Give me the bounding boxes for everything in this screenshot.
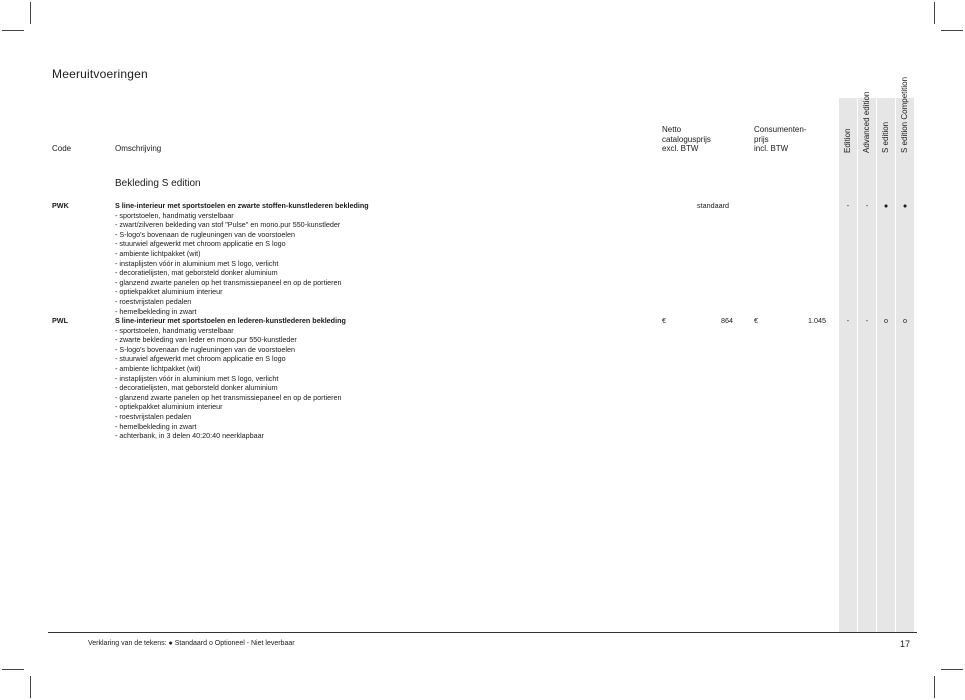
edition-column-bg <box>877 98 895 632</box>
header-advanced-edition: Advanced edition <box>862 91 871 153</box>
row-line: - decoratielijsten, mat geborsteld donker aluminium <box>115 383 278 393</box>
crop-mark <box>941 669 963 670</box>
row-line: - instaplijsten vóór in aluminium met S logo, verlicht <box>115 258 279 268</box>
availability-mark: - <box>846 201 850 210</box>
footer-legend: Verklaring van de tekens: ● Standaard o Optioneel - Niet leverbaar <box>88 640 295 647</box>
header-description: Omschrijving <box>115 144 162 153</box>
currency-symbol: € <box>754 316 758 325</box>
row-line: - ambiente lichtpakket (wit) <box>115 363 201 373</box>
row-line: - glanzend zwarte panelen op het transmissiepaneel en op de portieren <box>115 392 342 402</box>
row-code: PWL <box>52 316 68 325</box>
availability-mark: - <box>846 316 850 325</box>
availability-mark: o <box>884 316 888 325</box>
row-line: - ambiente lichtpakket (wit) <box>115 248 201 258</box>
edition-column-bg <box>839 98 857 632</box>
edition-column-bg <box>896 98 914 632</box>
row-line: - optiekpakket aluminium interieur <box>115 287 223 297</box>
row-line: - glanzend zwarte panelen op het transmissiepaneel en op de portieren <box>115 277 342 287</box>
header-consumer: Consumenten- prijs incl. BTW <box>754 125 807 153</box>
crop-mark <box>2 30 24 31</box>
footer-divider <box>48 632 917 633</box>
row-line: - S-logo's bovenaan de rugleuningen van de voorstoelen <box>115 229 295 239</box>
row-line: - achterbank, in 3 delen 40:20:40 neerklapbaar <box>115 431 265 441</box>
row-line: - zwarte bekleding van leder en mono.pur 550-kunstleder <box>115 335 297 345</box>
availability-mark: ● <box>883 201 889 210</box>
crop-mark <box>934 676 935 698</box>
currency-symbol: € <box>662 316 666 325</box>
netto-price: standaard <box>697 201 729 210</box>
availability-mark: o <box>903 316 907 325</box>
crop-mark <box>934 2 935 24</box>
row-line: - sportstoelen, handmatig verstelbaar <box>115 210 234 220</box>
crop-mark <box>941 30 963 31</box>
consumer-price: 1.045 <box>808 316 826 325</box>
header-netto: Netto catalogusprijs excl. BTW <box>662 125 711 153</box>
crop-mark <box>30 676 31 698</box>
row-line: - sportstoelen, handmatig verstelbaar <box>115 325 234 335</box>
row-line: - stuurwiel afgewerkt met chroom applicatie en S logo <box>115 239 286 249</box>
crop-mark <box>30 2 31 24</box>
row-line: - hemelbekleding in zwart <box>115 306 197 316</box>
row-line: - hemelbekleding in zwart <box>115 421 197 431</box>
header-code: Code <box>52 144 72 153</box>
row-line: - roestvrijstalen pedalen <box>115 296 192 306</box>
row-line: - instaplijsten vóór in aluminium met S logo, verlicht <box>115 373 279 383</box>
header-s-edition: S edition <box>881 121 890 153</box>
section-title: Bekleding S edition <box>115 178 201 189</box>
availability-mark: - <box>865 316 869 325</box>
row-description <box>115 316 635 441</box>
header-edition: Edition <box>843 128 852 153</box>
row-line: - decoratielijsten, mat geborsteld donker aluminium <box>115 268 278 278</box>
row-line: - stuurwiel afgewerkt met chroom applicatie en S logo <box>115 354 286 364</box>
row-code: PWK <box>52 201 69 210</box>
page-title: Meeruitvoeringen <box>52 67 148 81</box>
row-title: S line-interieur met sportstoelen en zwarte stoffen-kunstlederen bekleding <box>115 201 369 210</box>
row-description <box>115 201 635 316</box>
edition-column-bg <box>858 98 876 632</box>
header-s-edition-competition: S edition Competition <box>900 76 909 153</box>
row-line: - S-logo's bovenaan de rugleuningen van de voorstoelen <box>115 344 295 354</box>
availability-mark: ● <box>902 201 908 210</box>
crop-mark <box>2 669 24 670</box>
row-title: S line-interieur met sportstoelen en lederen-kunstlederen bekleding <box>115 316 346 325</box>
row-line: - roestvrijstalen pedalen <box>115 411 192 421</box>
row-line: - optiekpakket aluminium interieur <box>115 402 223 412</box>
netto-price: 864 <box>721 316 733 325</box>
page-number: 17 <box>900 639 911 649</box>
row-line: - zwart/zilveren bekleding van stof "Pulse" en mono.pur 550-kunstleder <box>115 220 341 230</box>
availability-mark: - <box>865 201 869 210</box>
